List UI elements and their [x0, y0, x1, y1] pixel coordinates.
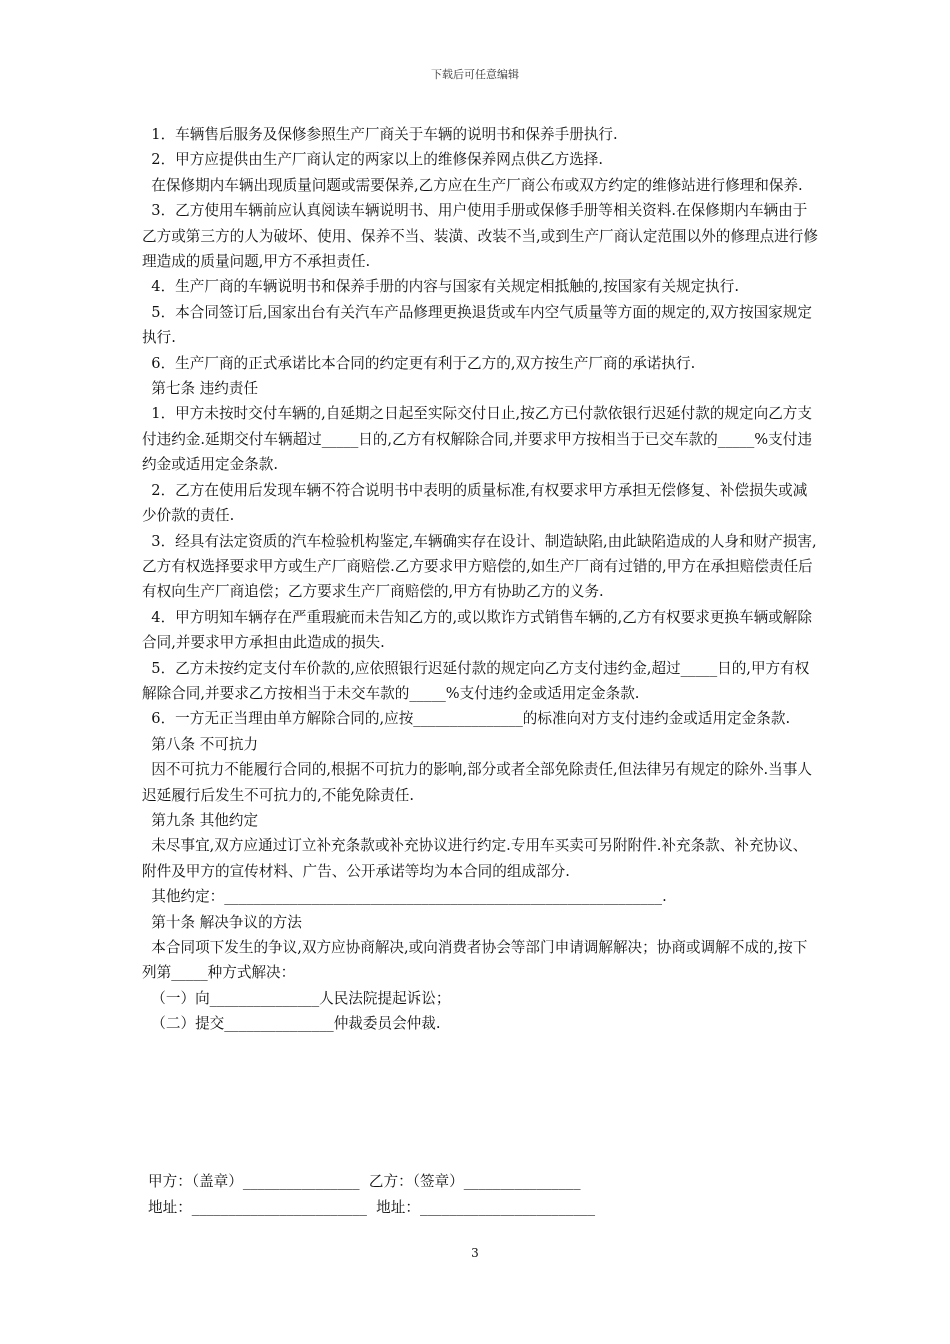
section-heading: 第九条 其他约定: [142, 811, 259, 829]
clause-paragraph: 1．车辆售后服务及保修参照生产厂商关于车辆的说明书和保养手册执行.: [142, 126, 618, 143]
section-heading: 第七条 违约责任: [142, 380, 259, 398]
signature-line-address: 地址：________________________ 地址：________________________: [148, 1199, 596, 1216]
clause-paragraph: 4．甲方明知车辆存在严重瑕疵而未告知乙方的,或以欺诈方式销售车辆的,乙方有权要求更换车辆或解除合同,并要求甲方承担由此造成的损失.: [142, 608, 812, 652]
clause-paragraph: （一）向_______________人民法院提起诉讼；: [142, 989, 451, 1007]
clause-paragraph: 6．生产厂商的正式承诺比本合同的约定更有利于乙方的,双方按生产厂商的承诺执行.: [142, 354, 696, 372]
clause-paragraph: 5．乙方未按约定支付车价款的,应依照银行迟延付款的规定向乙方支付违约金,超过_____日的,甲方有权解除合同,并要求乙方按相当于未交车款的_____%支付违约金或适用定金条款.: [142, 659, 810, 702]
clause-paragraph: （二）提交_______________仲裁委员会仲裁.: [142, 1015, 441, 1033]
clause-paragraph: 因不可抗力不能履行合同的,根据不可抗力的影响,部分或者全部免除责任,但法律另有规定的除外.当事人迟延履行后发生不可抗力的,不能免除责任.: [142, 761, 812, 804]
clause-paragraph: 其他约定：____________________________________________________________.: [142, 888, 667, 906]
clause-paragraph: 未尽事宜,双方应通过订立补充条款或补充协议进行约定.专用车买卖可另附附件.补充条款、补充协议、附件及甲方的宣传材料、广告、公开承诺等均为本合同的组成部分.: [142, 837, 808, 880]
clause-paragraph: 2．甲方应提供由生产厂商认定的两家以上的维修保养网点供乙方选择.: [142, 151, 604, 169]
page-header: 下载后可任意编辑: [431, 68, 519, 81]
clause-paragraph: 3．乙方使用车辆前应认真阅读车辆说明书、用户使用手册或保修手册等相关资料.在保修期内车辆由于乙方或第三方的人为破坏、使用、保养不当、装潢、改装不当,或到生产厂商认定范围以外的修理点进行修理造成的质量问题,甲方不承担责任.: [142, 202, 818, 271]
clause-paragraph: 5．本合同签订后,国家出台有关汽车产品修理更换退货或车内空气质量等方面的规定的,双方按国家规定执行.: [142, 303, 812, 347]
signature-line-parties: 甲方：（盖章）________________ 乙方：（签章）________________: [148, 1173, 581, 1190]
clause-paragraph: 3．经具有法定资质的汽车检验机构鉴定,车辆确实存在设计、制造缺陷,由此缺陷造成的人身和财产损害,乙方有权选择要求甲方或生产厂商赔偿.乙方要求甲方赔偿的,如生产厂商有过错的,甲方在承担赔偿责任后有权向生产厂商追偿；乙方要求生产厂商赔偿的,甲方有协助乙方的义务.: [142, 532, 817, 601]
clause-paragraph: 2．乙方在使用后发现车辆不符合说明书中表明的质量标准,有权要求甲方承担无偿修复、补偿损失或减少价款的责任.: [142, 481, 808, 525]
clause-paragraph: 1．甲方未按时交付车辆的,自延期之日起至实际交付日止,按乙方已付款依银行迟延付款的规定向乙方支付违约金.延期交付车辆超过_____日的,乙方有权解除合同,并要求甲方按相当于已交车款的_____%支付违约金或适用定金条款.: [142, 405, 812, 474]
section-heading: 第八条 不可抗力: [142, 735, 259, 753]
clause-paragraph: 4．生产厂商的车辆说明书和保养手册的内容与国家有关规定相抵触的,按国家有关规定执行.: [142, 278, 740, 296]
section-heading: 第十条 解决争议的方法: [142, 913, 302, 931]
page-number: 3: [471, 1246, 479, 1260]
clause-paragraph: 本合同项下发生的争议,双方应协商解决,或向消费者协会等部门申请调解解决；协商或调解不成的,按下列第_____种方式解决：: [142, 939, 808, 982]
clause-paragraph: 6．一方无正当理由单方解除合同的,应按_______________的标准向对方支付违约金或适用定金条款.: [142, 710, 791, 728]
contract-body: [142, 122, 820, 1037]
clause-paragraph: 在保修期内车辆出现质量问题或需要保养,乙方应在生产厂商公布或双方约定的维修站进行修理和保养.: [142, 176, 803, 194]
